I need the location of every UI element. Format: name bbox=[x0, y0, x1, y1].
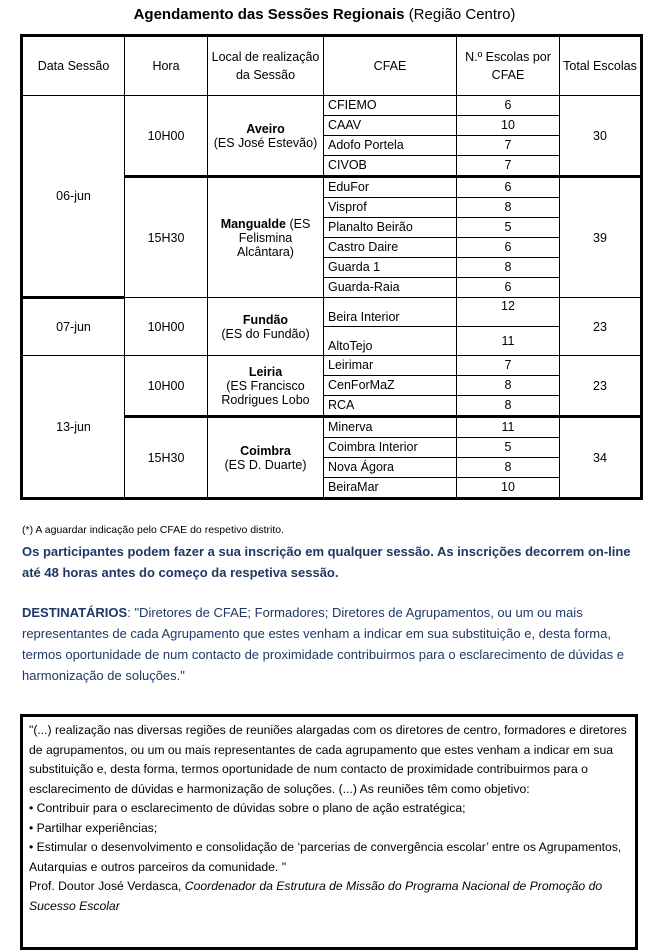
schools-cell: 7 bbox=[457, 356, 560, 376]
header-date: Data Sessão bbox=[22, 36, 125, 96]
cfae-cell: EduFor bbox=[324, 177, 457, 198]
cfae-cell: Coimbra Interior bbox=[324, 438, 457, 458]
schools-cell: 7 bbox=[457, 136, 560, 156]
city-name: Aveiro bbox=[246, 121, 285, 136]
hour-cell: 10H00 bbox=[125, 298, 208, 356]
cfae-cell: CIVOB bbox=[324, 156, 457, 177]
date-cell: 07-jun bbox=[22, 298, 125, 356]
cfae-cell: Guarda-Raia bbox=[324, 278, 457, 298]
schools-cell: 11 bbox=[457, 327, 560, 356]
total-cell: 39 bbox=[560, 177, 642, 298]
schedule-table bbox=[20, 34, 643, 500]
location-cell bbox=[208, 177, 324, 298]
target-audience-text: : "Diretores de CFAE; Formadores; Diretores de Agrupamentos, ou um ou mais representantes de cada Agrupamento que estes venham a indicar em sua substituição e, desta forma, termos oportunidade de num contacto de proximidade contribuirmos para o esclarecimento de dúvidas e harmonização de soluções." bbox=[22, 605, 624, 683]
cfae-cell: RCA bbox=[324, 396, 457, 417]
schools-cell: 10 bbox=[457, 478, 560, 499]
schools-cell: 5 bbox=[457, 218, 560, 238]
title-main: Agendamento das Sessões Regionais bbox=[133, 6, 405, 23]
hour-cell: 15H30 bbox=[125, 177, 208, 298]
quote-attribution bbox=[29, 877, 629, 916]
header-hour: Hora bbox=[125, 36, 208, 96]
venue-name: (ES do Fundão) bbox=[221, 326, 310, 341]
table-row bbox=[22, 96, 642, 116]
location-cell bbox=[208, 298, 324, 356]
schools-cell: 8 bbox=[457, 458, 560, 478]
cfae-cell: Beira Interior bbox=[324, 298, 457, 327]
cfae-cell: CAAV bbox=[324, 116, 457, 136]
quote-bullet: • Estimular o desenvolvimento e consolidação de ‘parcerias de convergência escolar’ entre os Agrupamentos, Autarquias e outros parceiros da comunidade. " bbox=[29, 840, 622, 874]
table-row bbox=[22, 298, 642, 327]
cfae-cell: CFIEMO bbox=[324, 96, 457, 116]
schools-cell: 6 bbox=[457, 278, 560, 298]
cfae-cell: BeiraMar bbox=[324, 478, 457, 499]
hour-cell: 10H00 bbox=[125, 96, 208, 177]
cfae-cell: Visprof bbox=[324, 198, 457, 218]
venue-name: (ES José Estevão) bbox=[213, 135, 318, 150]
cfae-cell: Guarda 1 bbox=[324, 258, 457, 278]
header-total: Total Escolas bbox=[560, 36, 642, 96]
total-cell: 23 bbox=[560, 356, 642, 417]
schools-cell: 6 bbox=[457, 177, 560, 198]
location-cell bbox=[208, 96, 324, 177]
schools-cell: 8 bbox=[457, 376, 560, 396]
city-name: Fundão bbox=[242, 312, 289, 327]
hour-cell: 10H00 bbox=[125, 356, 208, 417]
header-cfae: CFAE bbox=[324, 36, 457, 96]
quote-author: Prof. Doutor José Verdasca, bbox=[29, 879, 182, 893]
city-name: Leiria bbox=[248, 364, 283, 379]
total-cell: 34 bbox=[560, 417, 642, 499]
schools-cell: 8 bbox=[457, 396, 560, 417]
target-audience bbox=[22, 602, 637, 686]
location-cell bbox=[208, 356, 324, 417]
city-name: Coimbra bbox=[240, 443, 291, 458]
registration-info: Os participantes podem fazer a sua inscrição em qualquer sessão. As inscrições decorrem on-line até 48 horas antes do começo da respetiva sessão. bbox=[22, 544, 631, 580]
quote-bullet: • Partilhar experiências; bbox=[29, 820, 158, 835]
header-schools: N.º Escolas por CFAE bbox=[457, 36, 560, 96]
schools-cell: 11 bbox=[457, 417, 560, 438]
schools-cell: 5 bbox=[457, 438, 560, 458]
schools-cell: 8 bbox=[457, 198, 560, 218]
quote-author-role: Coordenador da Estrutura de Missão do Programa Nacional de Promoção do Sucesso Escolar bbox=[29, 879, 603, 913]
table-header-row bbox=[22, 36, 642, 96]
total-cell: 30 bbox=[560, 96, 642, 177]
cfae-cell: Planalto Beirão bbox=[324, 218, 457, 238]
page-title bbox=[0, 6, 649, 23]
cfae-cell: Leirimar bbox=[324, 356, 457, 376]
date-cell: 06-jun bbox=[22, 96, 125, 298]
footnote: (*) A aguardar indicação pelo CFAE do respetivo distrito. bbox=[22, 524, 285, 536]
cfae-cell: AltoTejo bbox=[324, 327, 457, 356]
schools-cell: 10 bbox=[457, 116, 560, 136]
cfae-cell: Castro Daire bbox=[324, 238, 457, 258]
quote-intro: "(...) realização nas diversas regiões de reuniões alargadas com os diretores de centro, formadores e diretores de agrupamentos, ou um ou mais representantes de cada agrupamento que estes venham a indicar em sua substituição e, desta forma, termos oportunidade de num contacto de proximidade contribuirmos para o esclarecimento de dúvidas e harmonização de soluções. (...) As reuniões têm como objetivo: bbox=[29, 723, 627, 796]
cfae-cell: Adofo Portela bbox=[324, 136, 457, 156]
schools-cell: 8 bbox=[457, 258, 560, 278]
city-name: Mangualde bbox=[220, 216, 286, 231]
schools-cell: 6 bbox=[457, 96, 560, 116]
table-row bbox=[22, 356, 642, 376]
location-cell bbox=[208, 417, 324, 499]
quote-box bbox=[20, 714, 638, 950]
schools-cell: 12 bbox=[457, 298, 560, 327]
date-cell: 13-jun bbox=[22, 356, 125, 499]
quote-bullet: • Contribuir para o esclarecimento de dúvidas sobre o plano de ação estratégica; bbox=[29, 801, 466, 815]
venue-name: (ES Francisco Rodrigues Lobo bbox=[221, 378, 310, 407]
target-audience-label: DESTINATÁRIOS bbox=[22, 605, 128, 620]
total-cell: 23 bbox=[560, 298, 642, 356]
venue-name: (ES D. Duarte) bbox=[224, 457, 307, 472]
schools-cell: 7 bbox=[457, 156, 560, 177]
cfae-cell: Minerva bbox=[324, 417, 457, 438]
title-region: (Região Centro) bbox=[408, 6, 516, 23]
header-local: Local de realização da Sessão bbox=[208, 36, 324, 96]
schools-cell: 6 bbox=[457, 238, 560, 258]
venue-name: (ES Felismina Alcântara) bbox=[237, 216, 311, 259]
cfae-cell: Nova Ágora bbox=[324, 458, 457, 478]
hour-cell: 15H30 bbox=[125, 417, 208, 499]
cfae-cell: CenForMaZ bbox=[324, 376, 457, 396]
